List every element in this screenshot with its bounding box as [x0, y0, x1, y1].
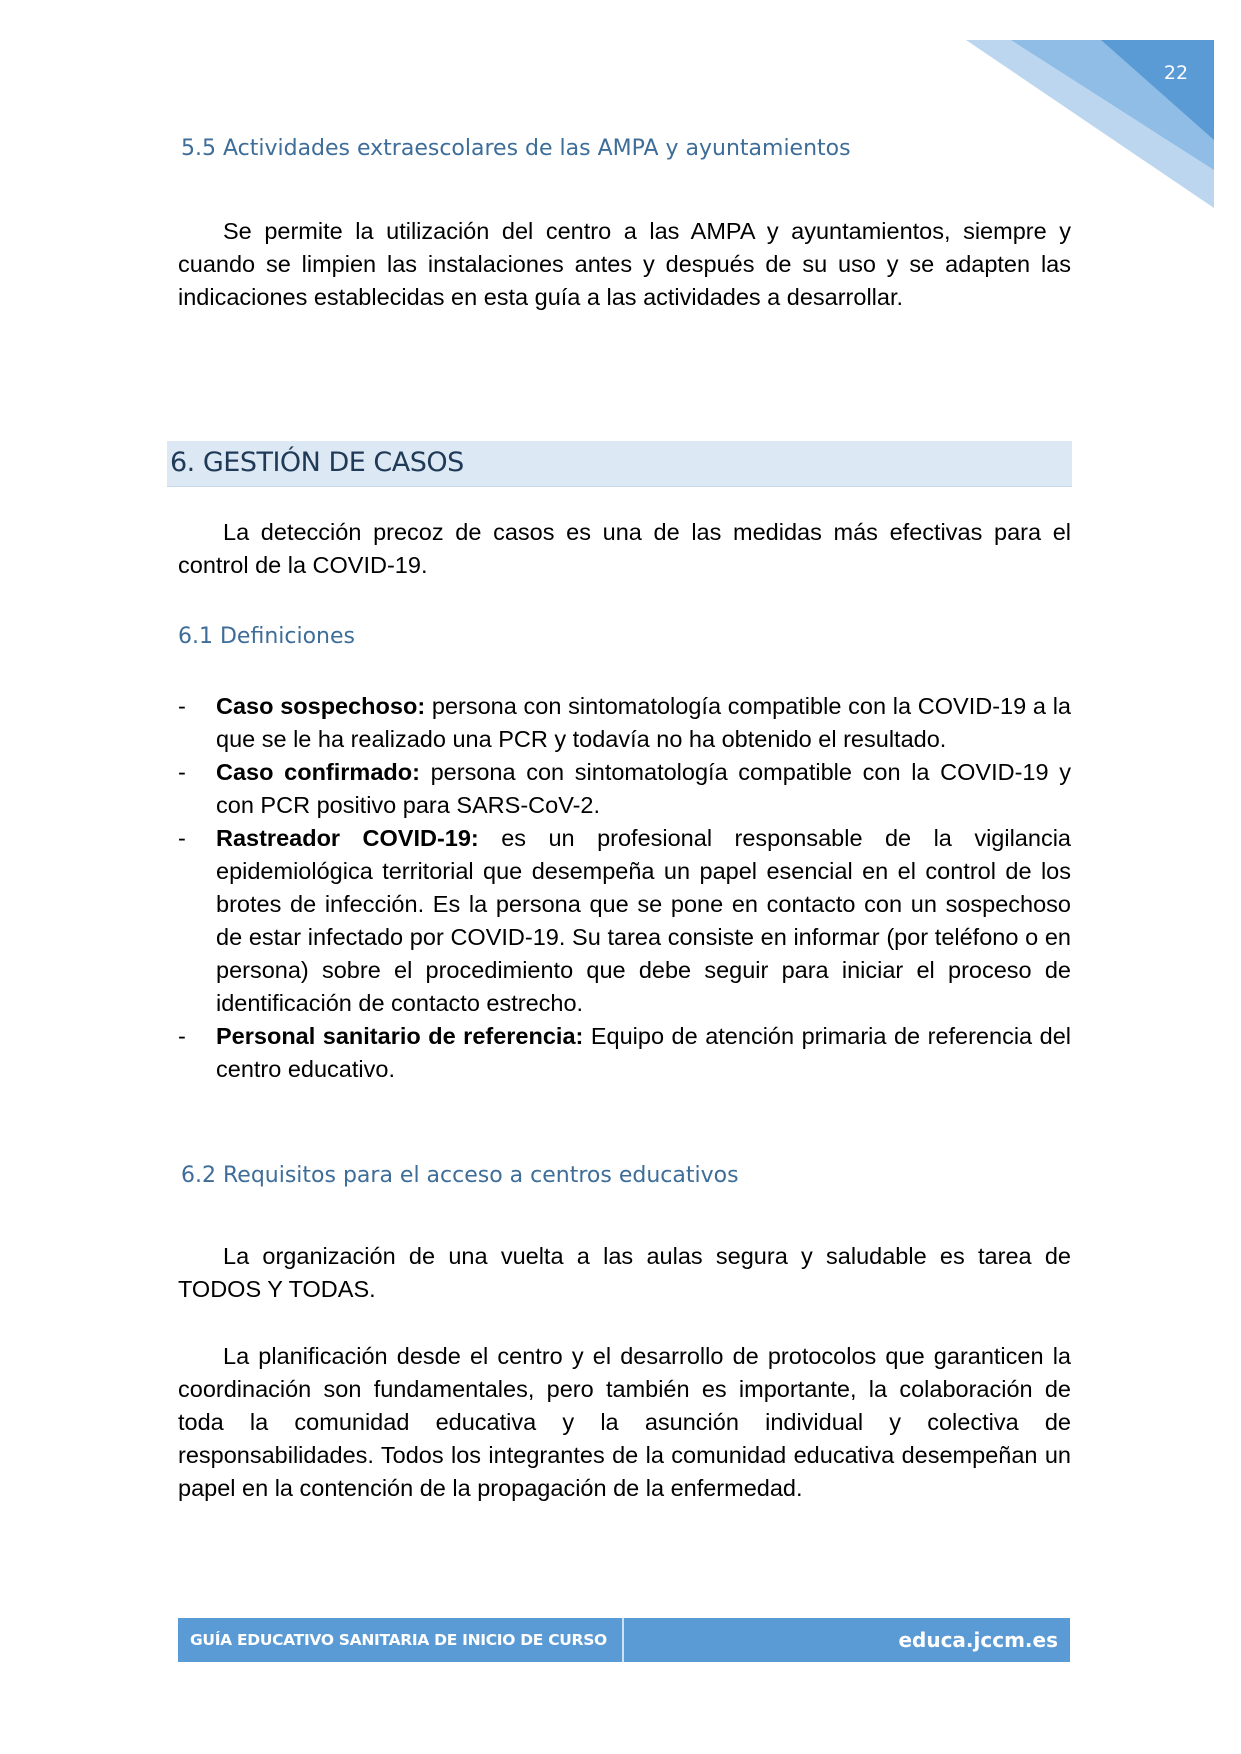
footer-bar — [178, 1618, 1070, 1662]
paragraph-6-2-first: La organización de una vuelta a las aulas segura y saludable es tarea de TODOS Y TODAS. — [178, 1243, 1071, 1302]
definition-item — [178, 822, 1071, 1020]
heading-6-1: 6.1 Definiciones — [178, 624, 355, 649]
definition-term: Caso confirmado: — [216, 759, 420, 785]
list-dash: - — [178, 693, 186, 719]
paragraph-6-intro: La detección precoz de casos es una de las medidas más efectivas para el control de la COVID-19. — [178, 519, 1071, 578]
heading-6-2: 6.2 Requisitos para el acceso a centros educativos — [181, 1163, 739, 1188]
paragraph-6-2-second: La planificación desde el centro y el desarrollo de protocolos que garanticen la coordinación son fundamentales, pero también es importante, la colaboración de toda la comunidad educativa y la asunción individual y colectiva de responsabilidades. Todos los integrantes de la comunidad educativa desempeñan un papel en la contención de la propagación de la enfermedad. — [178, 1343, 1071, 1501]
page-number: 22 — [1163, 62, 1189, 84]
section-6-band — [167, 441, 1072, 487]
definition-text: persona con sintomatología compatible con la COVID-19 a la que se le ha realizado una PCR y todavía no ha obtenido el resultado. — [216, 693, 1071, 752]
section-6-title: 6. GESTIÓN DE CASOS — [170, 447, 464, 478]
definition-text: Equipo de atención primaria de referencia del centro educativo. — [216, 1023, 1071, 1082]
definition-item — [178, 690, 1071, 756]
definition-term: Caso sospechoso: — [216, 693, 426, 719]
footer-website-link[interactable]: educa.jccm.es — [898, 1628, 1058, 1652]
footer-guide-title: GUÍA EDUCATIVO SANITARIA DE INICIO DE CURSO — [190, 1631, 607, 1649]
list-dash: - — [178, 1023, 186, 1049]
definition-term: Rastreador COVID-19: — [216, 825, 479, 851]
heading-5-5: 5.5 Actividades extraescolares de las AMPA y ayuntamientos — [181, 136, 851, 161]
definition-term: Personal sanitario de referencia: — [216, 1023, 584, 1049]
footer-divider — [622, 1618, 624, 1662]
definition-text: persona con sintomatología compatible con la COVID-19 y con PCR positivo para SARS-CoV-2. — [216, 759, 1071, 818]
definition-text: es un profesional responsable de la vigilancia epidemiológica territorial que desempeña un papel esencial en el control de los brotes de infección. Es la persona que se pone en contacto con un sospechoso de estar infectado por COVID-19. Su tarea consiste en informar (por teléfono o en persona) sobre el procedimiento que debe seguir para iniciar el proceso de identificación de contacto estrecho. — [216, 825, 1071, 1016]
definitions-list — [178, 690, 1071, 1086]
list-dash: - — [178, 825, 186, 851]
definition-item — [178, 1020, 1071, 1086]
paragraph-5-5: Se permite la utilización del centro a las AMPA y ayuntamientos, siempre y cuando se limpien las instalaciones antes y después de su uso y se adapten las indicaciones establecidas en esta guía a las actividades a desarrollar. — [178, 218, 1071, 310]
definition-item — [178, 756, 1071, 822]
list-dash: - — [178, 759, 186, 785]
